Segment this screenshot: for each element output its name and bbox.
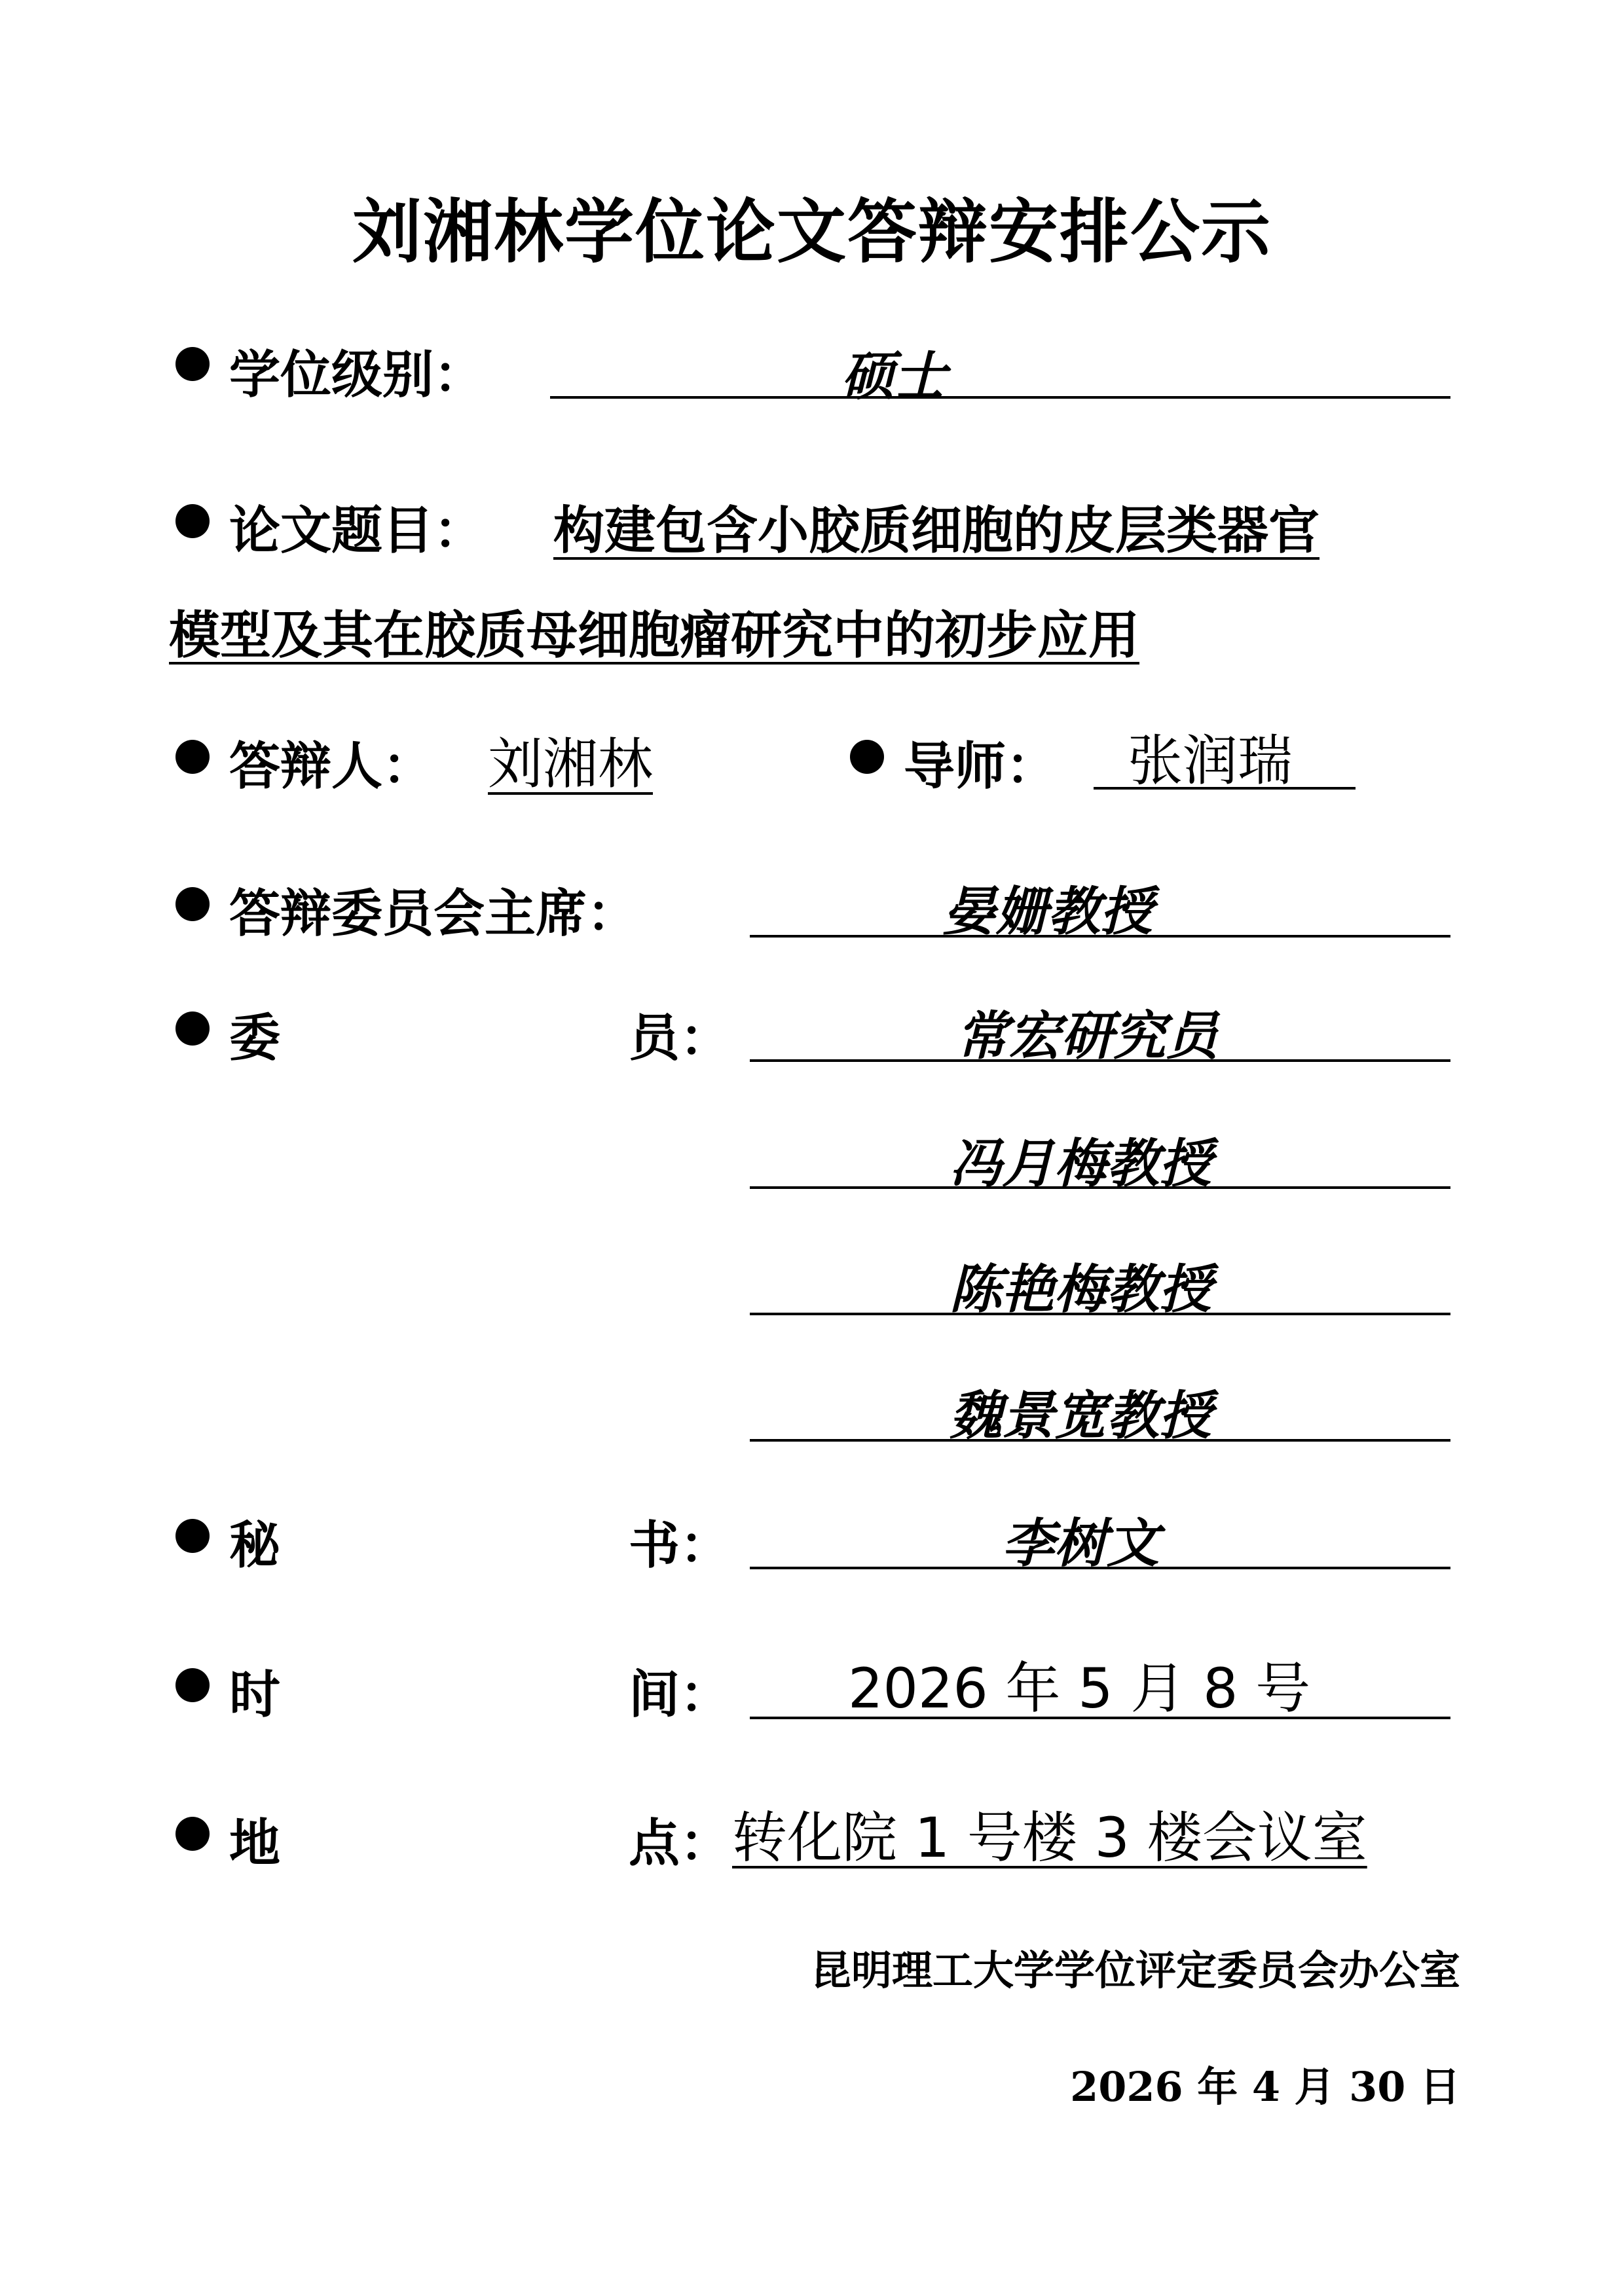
chair-label: 答辩委员会主席： [229, 884, 638, 943]
topic-label: 论文题目： [229, 501, 485, 560]
secretary-value: 李树文 [1002, 1512, 1159, 1574]
time-label-right: 间： [629, 1665, 731, 1724]
members-label-left: 委 [229, 1008, 281, 1068]
secretary-label-left: 秘 [229, 1516, 281, 1575]
bullet-icon [175, 347, 210, 381]
degree-label: 学位级别： [229, 345, 485, 405]
location-label-right: 点： [629, 1813, 731, 1873]
bullet-icon [850, 740, 884, 774]
member-value: 魏景宽教授 [950, 1385, 1211, 1446]
time-label-left: 时 [229, 1665, 281, 1724]
member-value: 冯月梅教授 [950, 1133, 1211, 1194]
location-value: 转化院 1 号楼 3 楼会议室 [732, 1806, 1367, 1870]
topic-line-1: 构建包含小胶质细胞的皮层类器官 [553, 501, 1320, 560]
bullet-icon [175, 740, 210, 774]
topic-line-2: 模型及其在胶质母细胞瘤研究中的初步应用 [169, 606, 1140, 665]
secretary-label-right: 书： [629, 1516, 731, 1575]
bullet-icon [175, 1817, 210, 1851]
defender-label: 答辩人： [229, 737, 434, 796]
member-value: 陈艳梅教授 [950, 1258, 1211, 1320]
bullet-icon [175, 1668, 210, 1702]
page-title: 刘湘林学位论文答辩安排公示 [352, 192, 1272, 272]
issuing-office: 昆明理工大学学位评定委员会办公室 [810, 1946, 1460, 1994]
member-value: 常宏研究员 [956, 1005, 1218, 1066]
advisor-value: 张润瑞 [1128, 729, 1293, 793]
degree-value: 硕士 [841, 345, 946, 407]
defender-value: 刘湘林 [488, 732, 654, 796]
bullet-icon [175, 504, 210, 538]
bullet-icon [175, 1011, 210, 1046]
bullet-icon [175, 1519, 210, 1553]
bullet-icon [175, 887, 210, 921]
members-label-right: 员： [629, 1008, 731, 1068]
location-label-left: 地 [229, 1813, 281, 1873]
chair-value: 晏姗教授 [943, 881, 1153, 942]
time-value: 2026 年 5 月 8 号 [848, 1656, 1311, 1721]
advisor-label: 导师： [904, 737, 1058, 796]
issue-date: 2026 年 4 月 30 日 [1070, 2063, 1460, 2111]
